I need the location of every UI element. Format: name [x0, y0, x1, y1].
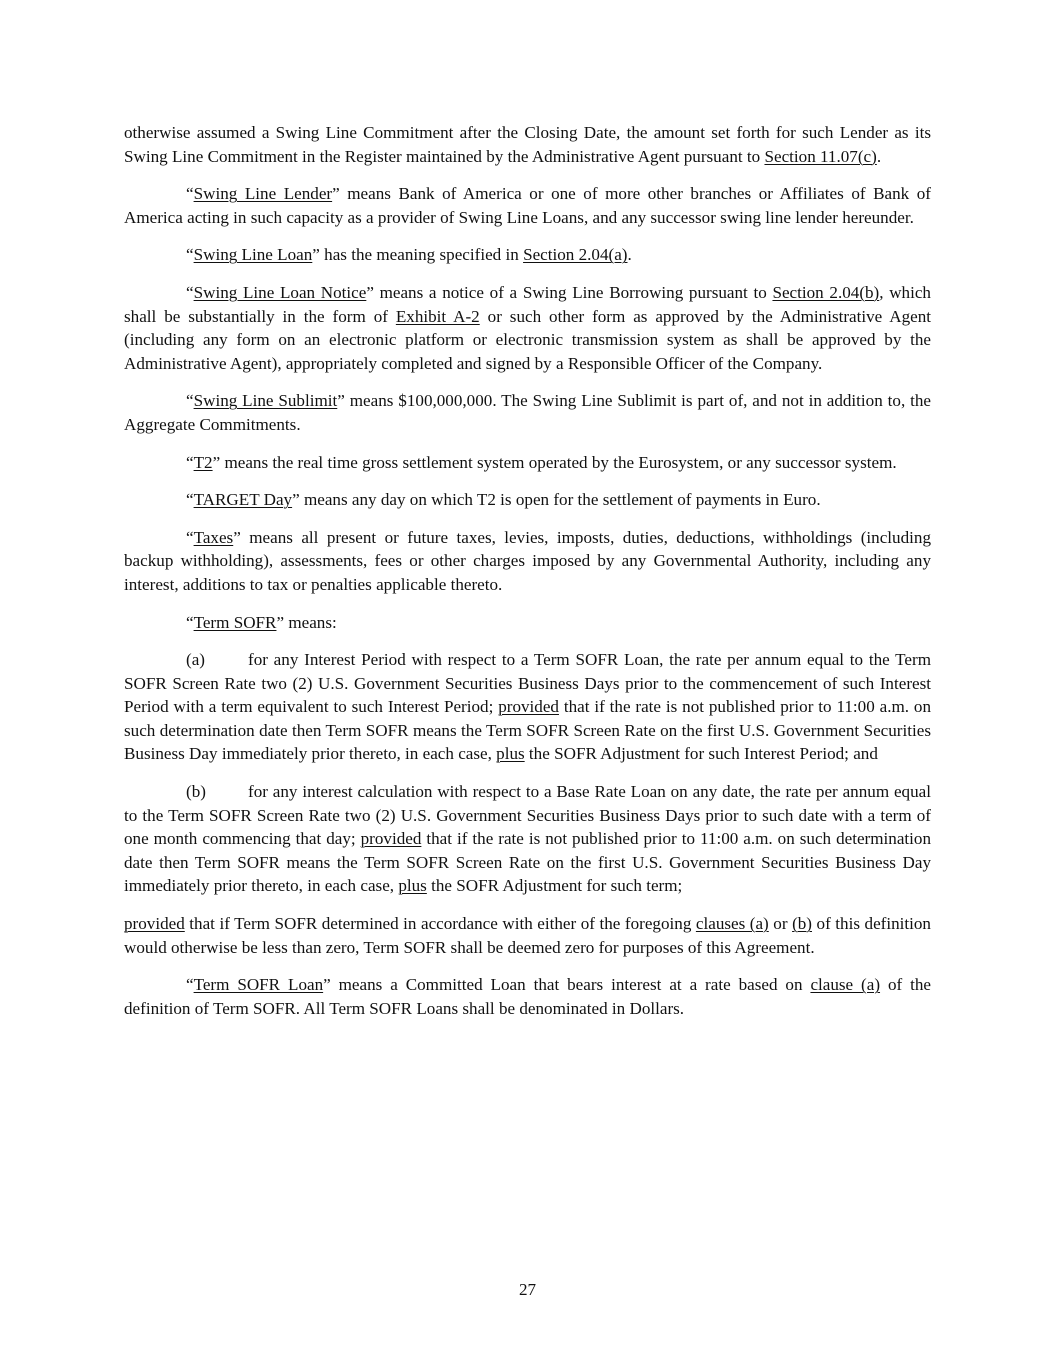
defined-term: Swing Line Sublimit — [193, 391, 338, 411]
defined-term: Swing Line Loan Notice — [193, 282, 367, 302]
definition-term-sofr-loan: “Term SOFR Loan” means a Committed Loan that bears interest at a rate based on clause (a) of the definition of Term SOFR. All Term SOFR Loans shall be denominated in Dollars. — [124, 975, 931, 1018]
definition-term-sofr: “Term SOFR” means: — [186, 612, 337, 632]
clause-reference: clauses (a) — [695, 914, 769, 934]
emphasis-plus: plus — [398, 876, 427, 896]
definition-swing-line-sublimit: “Swing Line Sublimit” means $100,000,000. The Swing Line Sublimit is part of, and not in addition to, the Aggregate Commitments. — [124, 391, 931, 434]
defined-term: Swing Line Loan — [193, 245, 313, 265]
definition-swing-line-lender: “Swing Line Lender” means Bank of America or one of more other branches or Affiliates of Bank of America acting in such capacity as a provider of Swing Line Loans, and any successor swing line lender hereunder. — [124, 184, 931, 227]
proviso-paragraph: provided that if Term SOFR determined in accordance with either of the foregoing clauses (a) or (b) of this definition would otherwise be less than zero, Term SOFR shall be deemed zero for purposes of this Agreement. — [124, 914, 931, 957]
definition-swing-line-loan: “Swing Line Loan” has the meaning specified in Section 2.04(a). — [186, 245, 632, 265]
definition-taxes: “Taxes” means all present or future taxes, levies, imposts, duties, deductions, withholdings (including backup withholding), assessments, fees or other charges imposed by any Governmental Authority, including any interest, additions to tax or penalties applicable thereto. — [124, 527, 931, 594]
clause-label: (b) — [186, 782, 206, 802]
defined-term: T2 — [193, 452, 213, 472]
defined-term: TARGET Day — [193, 490, 293, 510]
definition-target-day: “TARGET Day” means any day on which T2 is open for the settlement of payments in Euro. — [186, 490, 821, 510]
emphasis-provided: provided — [360, 829, 422, 849]
definition-swing-line-loan-notice: “Swing Line Loan Notice” means a notice of a Swing Line Borrowing pursuant to Section 2.04(b), which shall be substantially in the form of Exhibit A-2 or such other form as approved by the Administrative Agent (including any form on an electronic platform or electronic transmission system as shall be approved by the Administrative Agent), appropriately completed and signed by a Responsible Officer of the Company. — [124, 282, 931, 373]
clause-reference: (b) — [792, 914, 812, 934]
section-reference: Section 11.07(c) — [764, 146, 877, 166]
emphasis-plus: plus — [496, 744, 525, 764]
defined-term: Term SOFR — [193, 612, 277, 632]
exhibit-reference: Exhibit A-2 — [395, 306, 480, 326]
emphasis-provided: provided — [124, 914, 185, 934]
page-number: 27 — [518, 1280, 537, 1299]
defined-term: Taxes — [193, 527, 234, 547]
clause-a: (a) for any Interest Period with respect to a Term SOFR Loan, the rate per annum equal to the Term SOFR Screen Rate two (2) U.S. Government Securities Business Days prior to the commencement of such Interest Period with a term equivalent to such Interest Period; provided that if the rate is not published prior to 11:00 a.m. on such determination date then Term SOFR means the Term SOFR Screen Rate on the first U.S. Government Securities Business Day immediately prior thereto, in each case, plus the SOFR Adjustment for such Interest Period; and — [124, 650, 932, 764]
paragraph-continuation: otherwise assumed a Swing Line Commitment after the Closing Date, the amount set forth for such Lender as its Swing Line Commitment in the Register maintained by the Administrative Agent pursuant to Section 11.07(c). — [124, 123, 931, 166]
clause-label: (a) — [186, 650, 205, 670]
document-page — [124, 121, 931, 1034]
definition-t2: “T2” means the real time gross settlement system operated by the Eurosystem, or any successor system. — [186, 452, 897, 472]
defined-term: Swing Line Lender — [193, 184, 333, 204]
section-reference: Section 2.04(a) — [523, 245, 628, 265]
defined-term: Term SOFR Loan — [193, 975, 324, 995]
section-reference: Section 2.04(b) — [772, 282, 880, 302]
clause-b: (b) for any interest calculation with respect to a Base Rate Loan on any date, the rate per annum equal to the Term SOFR Screen Rate two (2) U.S. Government Securities Business Days prior to such date with a term of one month commencing that day; provided that if the rate is not published prior to 11:00 a.m. on such determination date then Term SOFR means the Term SOFR Screen Rate on the first U.S. Government Securities Business Day immediately prior thereto, in each case, plus the SOFR Adjustment for such term; — [124, 782, 932, 896]
emphasis-provided: provided — [498, 697, 559, 717]
clause-reference: clause (a) — [810, 975, 881, 995]
